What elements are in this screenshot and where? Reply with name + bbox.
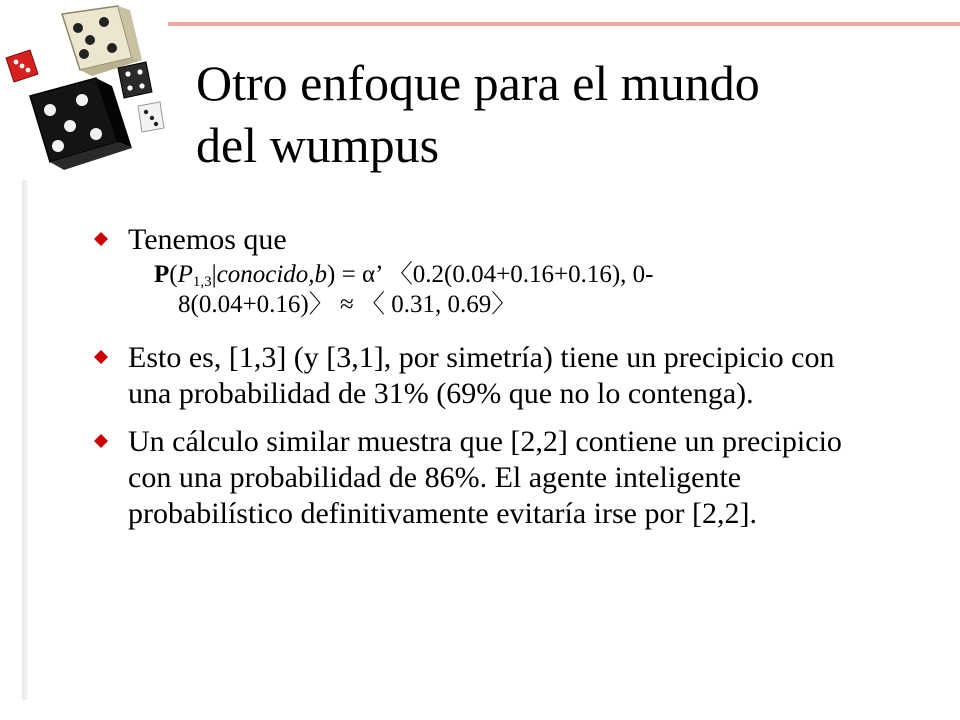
formula-rest-line-2: 8(0.04+0.16)〉 ≈ 〈 0.31, 0.69〉 xyxy=(178,291,517,318)
formula-subscript: 1,3 xyxy=(192,274,212,290)
bullet-text: Esto es, [1,3] (y [3,1], por simetría) tiene un precipicio con una probabilidad de 31% (69% que no lo contenga). xyxy=(128,341,835,410)
probability-formula xyxy=(128,260,874,320)
small-white-die-icon xyxy=(138,102,164,132)
dice-image xyxy=(0,0,175,185)
bullet-text: Tenemos que xyxy=(128,223,287,256)
left-accent-rule xyxy=(22,180,28,700)
bullet-diamond-icon xyxy=(94,232,108,246)
bullet-diamond-icon xyxy=(94,350,108,364)
top-accent-rule xyxy=(168,22,960,26)
slide-body xyxy=(94,222,874,532)
formula-p-bold: P xyxy=(154,261,170,288)
slide-title xyxy=(196,52,936,176)
bullet-text: Un cálculo similar muestra que [2,2] contiene un precipicio con una probabilidad de 86%. El agente inteligente probabilístico definitivamente evitaría irse por [2,2]. xyxy=(128,425,842,530)
formula-rest-line-1: ) = α’ 〈0.2(0.04+0.16+0.16), 0- xyxy=(327,261,654,288)
title-line-1: Otro enfoque para el mundo xyxy=(196,55,760,111)
small-dark-die-icon xyxy=(118,62,152,98)
bullet-item xyxy=(94,340,874,412)
red-die-icon xyxy=(6,50,38,82)
bullet-diamond-icon xyxy=(94,434,108,448)
black-die-icon xyxy=(30,78,132,170)
formula-p-italic: P xyxy=(177,261,193,288)
formula-condition: conocido,b xyxy=(216,261,328,288)
formula-open: ( xyxy=(169,261,178,288)
bullet-item xyxy=(94,222,874,258)
title-line-2: del wumpus xyxy=(196,117,440,173)
formula-given: | xyxy=(211,261,217,288)
bullet-item xyxy=(94,424,874,532)
